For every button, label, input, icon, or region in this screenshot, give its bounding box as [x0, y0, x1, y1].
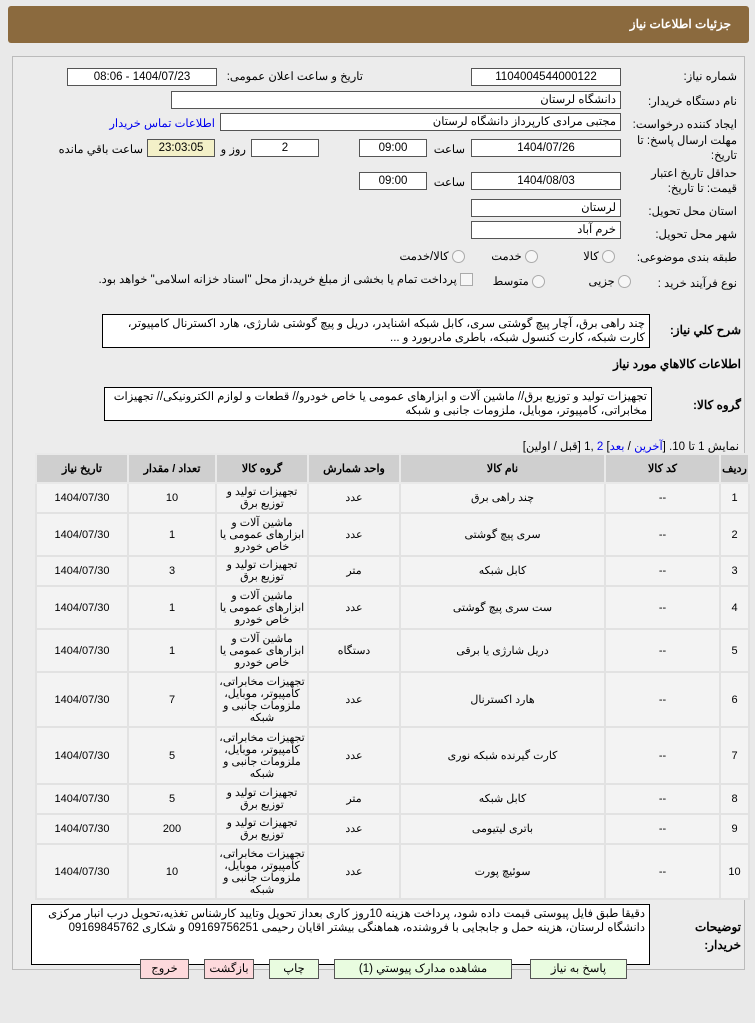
- column-header: واحد شمارش: [308, 454, 400, 483]
- validity-label: حداقل تاریخ اعتبار قیمت: تا تاریخ:: [651, 168, 737, 195]
- column-header: تاریخ نیاز: [36, 454, 128, 483]
- category-goods-radio[interactable]: [602, 250, 615, 263]
- category-service-label: خدمت: [491, 251, 522, 263]
- row-number-cell: 2: [720, 513, 749, 556]
- unit-cell: عدد: [308, 672, 400, 727]
- treasury-note: پرداخت تمام یا بخشی از مبلغ خرید،از محل "اسناد خزانه اسلامی" خواهد بود.: [98, 274, 457, 286]
- reply-button[interactable]: پاسخ به نیاز: [530, 959, 627, 979]
- category-both-label: کالا/خدمت: [399, 251, 449, 263]
- goods-group-cell: تجهیزات تولید و توزیع برق: [216, 556, 308, 586]
- attachments-button[interactable]: مشاهده مدارک پیوستي (1): [334, 959, 512, 979]
- column-header: گروه کالا: [216, 454, 308, 483]
- goods-table: [35, 453, 750, 900]
- category-both[interactable]: [399, 249, 465, 263]
- goods-code-cell: --: [605, 483, 720, 513]
- creator-field: مجتبی مرادی کارپرداز دانشگاه لرستان: [220, 113, 621, 131]
- pager-rest: ,1 [قبل / اولین]: [522, 441, 597, 453]
- pager-next-link[interactable]: بعد: [609, 441, 625, 453]
- row-number-cell: 7: [720, 727, 749, 784]
- goods-name-cell: سری پیچ گوشتی: [400, 513, 605, 556]
- category-both-radio[interactable]: [452, 250, 465, 263]
- goods-group-cell: تجهیزات مخابراتی، کامپیوتر، موبایل، ملزومات جانبی و شبکه: [216, 844, 308, 899]
- buyer-notes-label: توضیحات خریدار:: [694, 920, 741, 952]
- goods-group-cell: تجهیزات تولید و توزیع برق: [216, 814, 308, 844]
- quantity-cell: 3: [128, 556, 216, 586]
- province-field: لرستان: [471, 199, 621, 217]
- remaining-time-field: 23:03:05: [147, 139, 215, 157]
- deadline-time-field: 09:00: [359, 139, 427, 157]
- unit-cell: متر: [308, 556, 400, 586]
- column-header: نام کالا: [400, 454, 605, 483]
- table-row: [36, 814, 749, 844]
- treasury-payment[interactable]: [98, 272, 473, 286]
- unit-cell: عدد: [308, 844, 400, 899]
- pagination: [523, 439, 739, 453]
- process-minor-radio[interactable]: [618, 275, 631, 288]
- pager-bracket: ]: [603, 441, 610, 453]
- goods-code-cell: --: [605, 784, 720, 814]
- need-date-cell: 1404/07/30: [36, 513, 128, 556]
- goods-group-label: گروه کالا:: [693, 398, 741, 412]
- process-minor[interactable]: [589, 274, 631, 288]
- buyer-field: دانشگاه لرستان: [171, 91, 621, 109]
- goods-code-cell: --: [605, 629, 720, 672]
- goods-group-textarea[interactable]: تجهیزات تولید و توزیع برق// ماشین آلات و ابزارهای عمومی یا خاص خودرو// قطعات و لوازم الکترونیکی// تجهیزات مخابراتی، کامپیوتر، موبایل، ملزومات جانبی و شبکه: [104, 387, 652, 421]
- need-date-cell: 1404/07/30: [36, 814, 128, 844]
- buyer-label: نام دستگاه خریدار:: [648, 96, 737, 108]
- back-button[interactable]: بازگشت: [204, 959, 254, 979]
- goods-group-cell: تجهیزات تولید و توزیع برق: [216, 784, 308, 814]
- goods-name-cell: کابل شبکه: [400, 784, 605, 814]
- days-label: روز و: [220, 144, 246, 156]
- quantity-cell: 7: [128, 672, 216, 727]
- column-header: کد کالا: [605, 454, 720, 483]
- row-number-cell: 8: [720, 784, 749, 814]
- pager-range: نمایش 1 تا 10. [: [662, 441, 739, 453]
- process-medium-label: متوسط: [492, 276, 529, 288]
- need-date-cell: 1404/07/30: [36, 672, 128, 727]
- need-number-label: شماره نیاز:: [683, 71, 737, 83]
- process-medium[interactable]: [493, 274, 545, 288]
- unit-cell: عدد: [308, 814, 400, 844]
- unit-cell: عدد: [308, 727, 400, 784]
- goods-group-cell: ماشین آلات و ابزارهای عمومی یا خاص خودرو: [216, 513, 308, 556]
- validity-time-label: ساعت: [433, 177, 465, 189]
- deadline-date-field: 1404/07/26: [471, 139, 621, 157]
- column-header: تعداد / مقدار: [128, 454, 216, 483]
- pager-page-2[interactable]: 2: [596, 441, 604, 453]
- table-row: [36, 672, 749, 727]
- goods-code-cell: --: [605, 556, 720, 586]
- goods-name-cell: باتری لیتیومی: [400, 814, 605, 844]
- goods-code-cell: --: [605, 844, 720, 899]
- goods-group-cell: ماشین آلات و ابزارهای عمومی یا خاص خودرو: [216, 629, 308, 672]
- row-number-cell: 5: [720, 629, 749, 672]
- category-label: طبقه بندی موضوعی:: [636, 252, 737, 264]
- quantity-cell: 10: [128, 844, 216, 899]
- row-number-cell: 4: [720, 586, 749, 629]
- time-label: ساعت: [433, 144, 465, 156]
- quantity-cell: 5: [128, 784, 216, 814]
- unit-cell: متر: [308, 784, 400, 814]
- goods-group-cell: تجهیزات تولید و توزیع برق: [216, 483, 308, 513]
- description-textarea[interactable]: چند راهی برق، آچار پیچ گوشتی سری، کابل شبکه اشنایدر، دریل و پیچ گوشتی شارژی، هارد اکسترنال کامپیوتر، کارت شبکه، کارت کنسول شبکه، باطری مادربورد و ...: [102, 314, 650, 348]
- goods-code-cell: --: [605, 513, 720, 556]
- exit-button[interactable]: خروج: [140, 959, 189, 979]
- quantity-cell: 1: [128, 513, 216, 556]
- need-date-cell: 1404/07/30: [36, 629, 128, 672]
- goods-group-cell: تجهیزات مخابراتی، کامپیوتر، موبایل، ملزومات جانبی و شبکه: [216, 727, 308, 784]
- goods-code-cell: --: [605, 672, 720, 727]
- remaining-label: ساعت باقي مانده: [58, 144, 143, 156]
- goods-code-cell: --: [605, 814, 720, 844]
- unit-cell: عدد: [308, 586, 400, 629]
- buyer-notes-textarea[interactable]: دقیقا طبق فایل پیوستی قیمت داده شود، پرداخت هزینه 10روز کاری بعداز تحویل وتایید کارشناس تغذیه،تحویل درب انبار مرکزی دانشگاه لرستان، هزینه حمل و جابجایی با فروشنده، هماهنگی بیشتر اقایان رحیمی 09169756251 و شکاری 09169845762: [31, 904, 650, 965]
- column-header: ردیف: [720, 454, 749, 483]
- category-service-radio[interactable]: [525, 250, 538, 263]
- need-date-cell: 1404/07/30: [36, 727, 128, 784]
- row-number-cell: 10: [720, 844, 749, 899]
- goods-info-title: اطلاعات كالاهاي مورد نياز: [613, 357, 741, 371]
- quantity-cell: 1: [128, 629, 216, 672]
- quantity-cell: 1: [128, 586, 216, 629]
- province-label: استان محل تحویل:: [648, 206, 737, 218]
- need-number-field: 1104004544000122: [471, 68, 621, 86]
- process-label: نوع فرآیند خرید :: [657, 278, 737, 290]
- announce-label: تاریخ و ساعت اعلان عمومی:: [226, 71, 363, 83]
- pager-sep: /: [624, 441, 635, 453]
- need-date-cell: 1404/07/30: [36, 844, 128, 899]
- need-date-cell: 1404/07/30: [36, 483, 128, 513]
- unit-cell: دستگاه: [308, 629, 400, 672]
- table-row: [36, 513, 749, 556]
- process-minor-label: جزیی: [588, 276, 615, 288]
- treasury-checkbox[interactable]: [460, 273, 473, 286]
- table-row: [36, 629, 749, 672]
- goods-name-cell: کابل شبکه: [400, 556, 605, 586]
- city-field: خرم آباد: [471, 221, 621, 239]
- row-number-cell: 1: [720, 483, 749, 513]
- need-date-cell: 1404/07/30: [36, 556, 128, 586]
- goods-group-cell: ماشین آلات و ابزارهای عمومی یا خاص خودرو: [216, 586, 308, 629]
- pager-last-link[interactable]: آخرین: [634, 441, 663, 453]
- page-header: [8, 6, 749, 43]
- city-label: شهر محل تحویل:: [655, 229, 737, 241]
- announce-field: 1404/07/23 - 08:06: [67, 68, 217, 86]
- category-goods-label: کالا: [583, 251, 599, 263]
- unit-cell: عدد: [308, 513, 400, 556]
- description-label: شرح كلي نياز:: [669, 323, 741, 337]
- goods-name-cell: چند راهی برق: [400, 483, 605, 513]
- validity-date-field: 1404/08/03: [471, 172, 621, 190]
- row-number-cell: 9: [720, 814, 749, 844]
- row-number-cell: 3: [720, 556, 749, 586]
- table-row: [36, 727, 749, 784]
- goods-name-cell: دریل شارژی یا برقی: [400, 629, 605, 672]
- row-number-cell: 6: [720, 672, 749, 727]
- need-date-cell: 1404/07/30: [36, 784, 128, 814]
- goods-code-cell: --: [605, 727, 720, 784]
- contact-buyer-link[interactable]: اطلاعات تماس خریدار: [109, 118, 215, 130]
- print-button[interactable]: چاپ: [269, 959, 319, 979]
- category-service[interactable]: [491, 249, 538, 263]
- creator-label: ایجاد کننده درخواست:: [632, 119, 737, 131]
- quantity-cell: 5: [128, 727, 216, 784]
- unit-cell: عدد: [308, 483, 400, 513]
- goods-name-cell: هارد اکسترنال: [400, 672, 605, 727]
- goods-code-cell: --: [605, 586, 720, 629]
- category-goods[interactable]: [583, 249, 615, 263]
- page-title: جزئیات اطلاعات نیاز: [629, 17, 731, 31]
- days-field: 2: [251, 139, 319, 157]
- quantity-cell: 200: [128, 814, 216, 844]
- goods-group-cell: تجهیزات مخابراتی، کامپیوتر، موبایل، ملزومات جانبی و شبکه: [216, 672, 308, 727]
- table-row: [36, 844, 749, 899]
- table-row: [36, 586, 749, 629]
- table-row: [36, 483, 749, 513]
- validity-time-field: 09:00: [359, 172, 427, 190]
- goods-name-cell: ست سری پیچ گوشتی: [400, 586, 605, 629]
- goods-name-cell: سوئیچ پورت: [400, 844, 605, 899]
- deadline-label: مهلت ارسال پاسخ: تا تاریخ:: [636, 135, 737, 162]
- need-date-cell: 1404/07/30: [36, 586, 128, 629]
- goods-name-cell: کارت گیرنده شبکه نوری: [400, 727, 605, 784]
- process-medium-radio[interactable]: [532, 275, 545, 288]
- table-row: [36, 556, 749, 586]
- table-row: [36, 784, 749, 814]
- quantity-cell: 10: [128, 483, 216, 513]
